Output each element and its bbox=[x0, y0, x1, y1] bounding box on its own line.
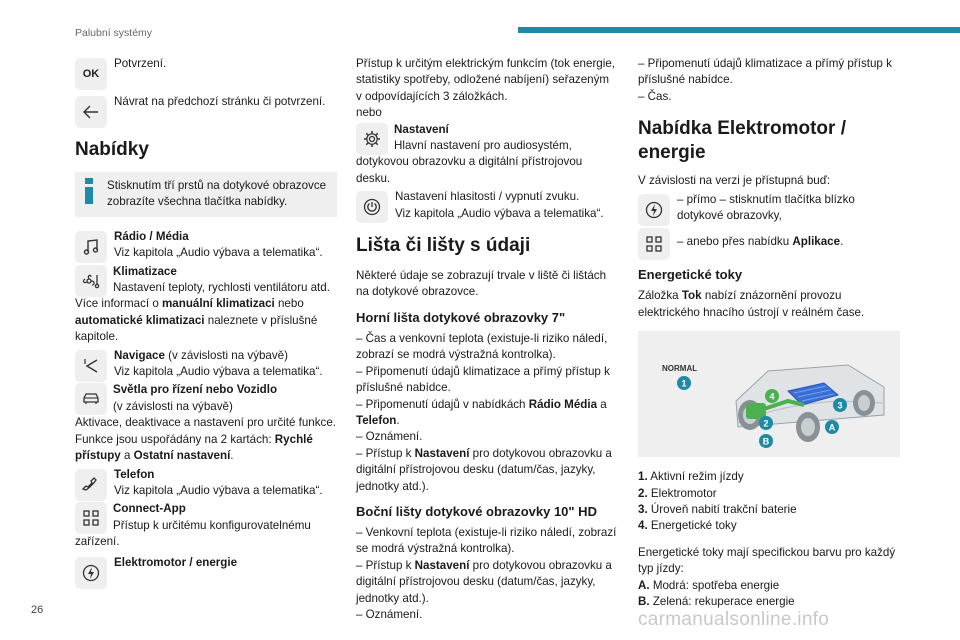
apps-grid-icon bbox=[638, 228, 670, 260]
settings-row bbox=[356, 122, 618, 188]
intro-or: nebo bbox=[356, 106, 382, 120]
music-note-icon bbox=[75, 231, 107, 263]
radio-text: Viz kapitola „Audio výbava a telematika“. bbox=[114, 246, 323, 260]
motor bbox=[746, 403, 766, 419]
flows-text: Záložka Tok nabízí znázornění provozu elektrického hnacího ústrojí v reálném čase. bbox=[638, 289, 865, 319]
back-arrow-icon bbox=[75, 96, 107, 128]
navigation-arrow-icon bbox=[75, 350, 107, 382]
side10-item-1: – Venkovní teplota (existuje-li riziko náledí, zobrazí se modrá výstražná kontrolka). bbox=[356, 525, 617, 556]
column-1 bbox=[75, 56, 337, 587]
electro-row bbox=[75, 555, 337, 585]
clima-title: Klimatizace bbox=[113, 264, 177, 278]
heading-top7: Horní lišta dotykové obrazovky 7" bbox=[356, 309, 566, 325]
color-item: A. Modrá: spotřeba energie bbox=[638, 578, 780, 592]
lights-text-3: Funkce jsou uspořádány na 2 kartách: Rychlé přístupy a Ostatní nastavení. bbox=[75, 432, 313, 463]
mode-label: NORMAL bbox=[662, 364, 698, 374]
electro-intro: V závislosti na verzi je přístupná buď: bbox=[638, 174, 831, 188]
connect-row bbox=[75, 501, 337, 550]
connect-text: Přístup k určitému konfigurovatelnému zařízení. bbox=[75, 518, 311, 549]
top7-item-3: – Připomenutí údajů v nabídkách Rádio Média a Telefon. bbox=[356, 397, 607, 427]
top7-item-4: – Oznámení. bbox=[356, 430, 423, 444]
col3-line-2: – Čas. bbox=[638, 89, 672, 103]
gear-icon bbox=[356, 123, 388, 155]
color-item: B. Zelená: rekuperace energie bbox=[638, 595, 795, 609]
phone-row bbox=[75, 467, 337, 500]
header-accent-bar bbox=[518, 27, 960, 33]
header-title: Palubní systémy bbox=[75, 27, 153, 39]
heading-electro: Nabídka Elektromotor / energie bbox=[638, 118, 846, 164]
clima-row bbox=[75, 264, 337, 346]
apps-row bbox=[638, 226, 900, 256]
lights-row bbox=[75, 382, 337, 464]
bars-text: Některé údaje se zobrazují trvale v liště či lištách na dotykové obrazovce. bbox=[356, 269, 607, 299]
callout-A: A bbox=[828, 422, 836, 433]
heading-bars: Lišta či lišty s údaji bbox=[356, 235, 531, 257]
callout-4: 4 bbox=[769, 391, 775, 402]
back-text: Návrat na předchozí stránku či potvrzení. bbox=[114, 95, 326, 108]
clima-text-2: Více informací o manuální klimatizaci nebo automatické klimatizaci naleznete v příslušné kapitole. bbox=[75, 297, 318, 344]
legend-item: 4. Energetické toky bbox=[638, 519, 737, 533]
nav-text: Viz kapitola „Audio výbava a telematika“. bbox=[114, 365, 323, 379]
legend-item: 1. Aktivní režim jízdy bbox=[638, 470, 744, 484]
legend-list bbox=[638, 469, 900, 535]
radio-title: Rádio / Média bbox=[114, 229, 189, 243]
lights-text-1: (v závislosti na výbavě) bbox=[113, 399, 233, 413]
lights-title: Světla pro řízení nebo Vozidlo bbox=[113, 383, 278, 397]
electro-title: Elektromotor / energie bbox=[114, 555, 238, 569]
radio-row bbox=[75, 229, 337, 262]
column-2 bbox=[356, 56, 618, 623]
volume-text-2: Viz kapitola „Audio výbava a telematika“. bbox=[395, 206, 604, 220]
colors-intro: Energetické toky mají specifickou barvu pro každý typ jízdy: bbox=[638, 545, 896, 576]
info-box bbox=[75, 172, 337, 217]
car-icon bbox=[75, 383, 107, 415]
top7-item-1: – Čas a venkovní teplota (existuje-li riziko náledí, zobrazí se modrá výstražná kontrolka). bbox=[356, 331, 608, 362]
heading-menus: Nabídky bbox=[75, 139, 149, 160]
info-icon bbox=[85, 178, 93, 204]
heading-side10: Boční lišty dotykové obrazovky 10" HD bbox=[356, 503, 597, 519]
clima-text-1: Nastavení teploty, rychlosti ventilátoru atd. bbox=[113, 281, 330, 295]
volume-row bbox=[356, 189, 618, 222]
legend-item: 3. Úroveň nabití trakční baterie bbox=[638, 503, 797, 517]
side10-item-3: – Oznámení. bbox=[356, 607, 423, 621]
phone-text: Viz kapitola „Audio výbava a telematika“. bbox=[114, 483, 323, 497]
power-icon bbox=[356, 191, 388, 223]
lightning-circle-icon bbox=[638, 194, 670, 226]
col3-line-1: – Připomenutí údajů klimatizace a přímý přístup k příslušné nabídce. bbox=[638, 57, 892, 87]
phone-title: Telefon bbox=[114, 467, 155, 481]
legend-item: 2. Elektromotor bbox=[638, 486, 717, 500]
info-text: Stisknutím tří prstů na dotykové obrazovce zobrazíte všechna tlačítka nabídky. bbox=[107, 179, 327, 209]
energy-flow-figure bbox=[638, 331, 900, 457]
apps-text: – anebo přes nabídku Aplikace. bbox=[677, 235, 844, 249]
nav-row bbox=[75, 348, 337, 381]
callout-2: 2 bbox=[763, 418, 769, 429]
fan-thermometer-icon bbox=[75, 265, 107, 297]
back-row bbox=[75, 94, 337, 124]
watermark: carmanualsonline.info bbox=[638, 609, 830, 630]
connect-title: Connect-App bbox=[113, 502, 186, 516]
top7-item-2: – Připomenutí údajů klimatizace a přímý přístup k příslušné nabídce. bbox=[356, 364, 610, 395]
callout-1: 1 bbox=[681, 378, 687, 389]
top7-item-5: – Přístup k Nastavení pro dotykovou obrazovku a digitální přístrojovou desku (datum/čas, jazyky, jednotky atd.). bbox=[356, 446, 612, 493]
column-3 bbox=[638, 56, 900, 611]
intro-text: Přístup k určitým elektrickým funkcím (tok energie, statistiky spotřeby, odložené nabíjení) seřazeným v odpovídajících 3 záložkách. bbox=[356, 57, 615, 103]
side10-item-2: – Přístup k Nastavení pro dotykovou obrazovku a digitální přístrojovou desku (datum/čas, jazyky, jednotky atd.). bbox=[356, 558, 612, 605]
page-number: 26 bbox=[31, 604, 44, 616]
settings-title: Nastavení bbox=[394, 122, 449, 136]
settings-text: Hlavní nastavení pro audiosystém, dotykovou obrazovku a digitální přístrojovou desku. bbox=[356, 139, 583, 185]
callout-B: B bbox=[762, 436, 770, 447]
volume-text-1: Nastavení hlasitosti / vypnutí zvuku. bbox=[395, 190, 580, 204]
phone-icon bbox=[75, 469, 107, 501]
ok-icon: OK bbox=[75, 58, 107, 90]
direct-text: – přímo – stisknutím tlačítka blízko dotykové obrazovky, bbox=[677, 192, 855, 223]
energy-flow-illustration bbox=[638, 331, 900, 457]
nav-title: Navigace (v závislosti na výbavě) bbox=[114, 348, 288, 362]
lightning-circle-icon bbox=[75, 557, 107, 589]
direct-row bbox=[638, 192, 900, 225]
ok-row bbox=[75, 56, 337, 86]
callout-3: 3 bbox=[837, 400, 843, 411]
apps-grid-icon bbox=[75, 502, 107, 534]
ok-text: Potvrzení. bbox=[114, 57, 167, 70]
lights-text-2: Aktivace, deaktivace a nastavení pro určité funkce. bbox=[75, 416, 337, 430]
heading-flows: Energetické toky bbox=[638, 267, 743, 283]
